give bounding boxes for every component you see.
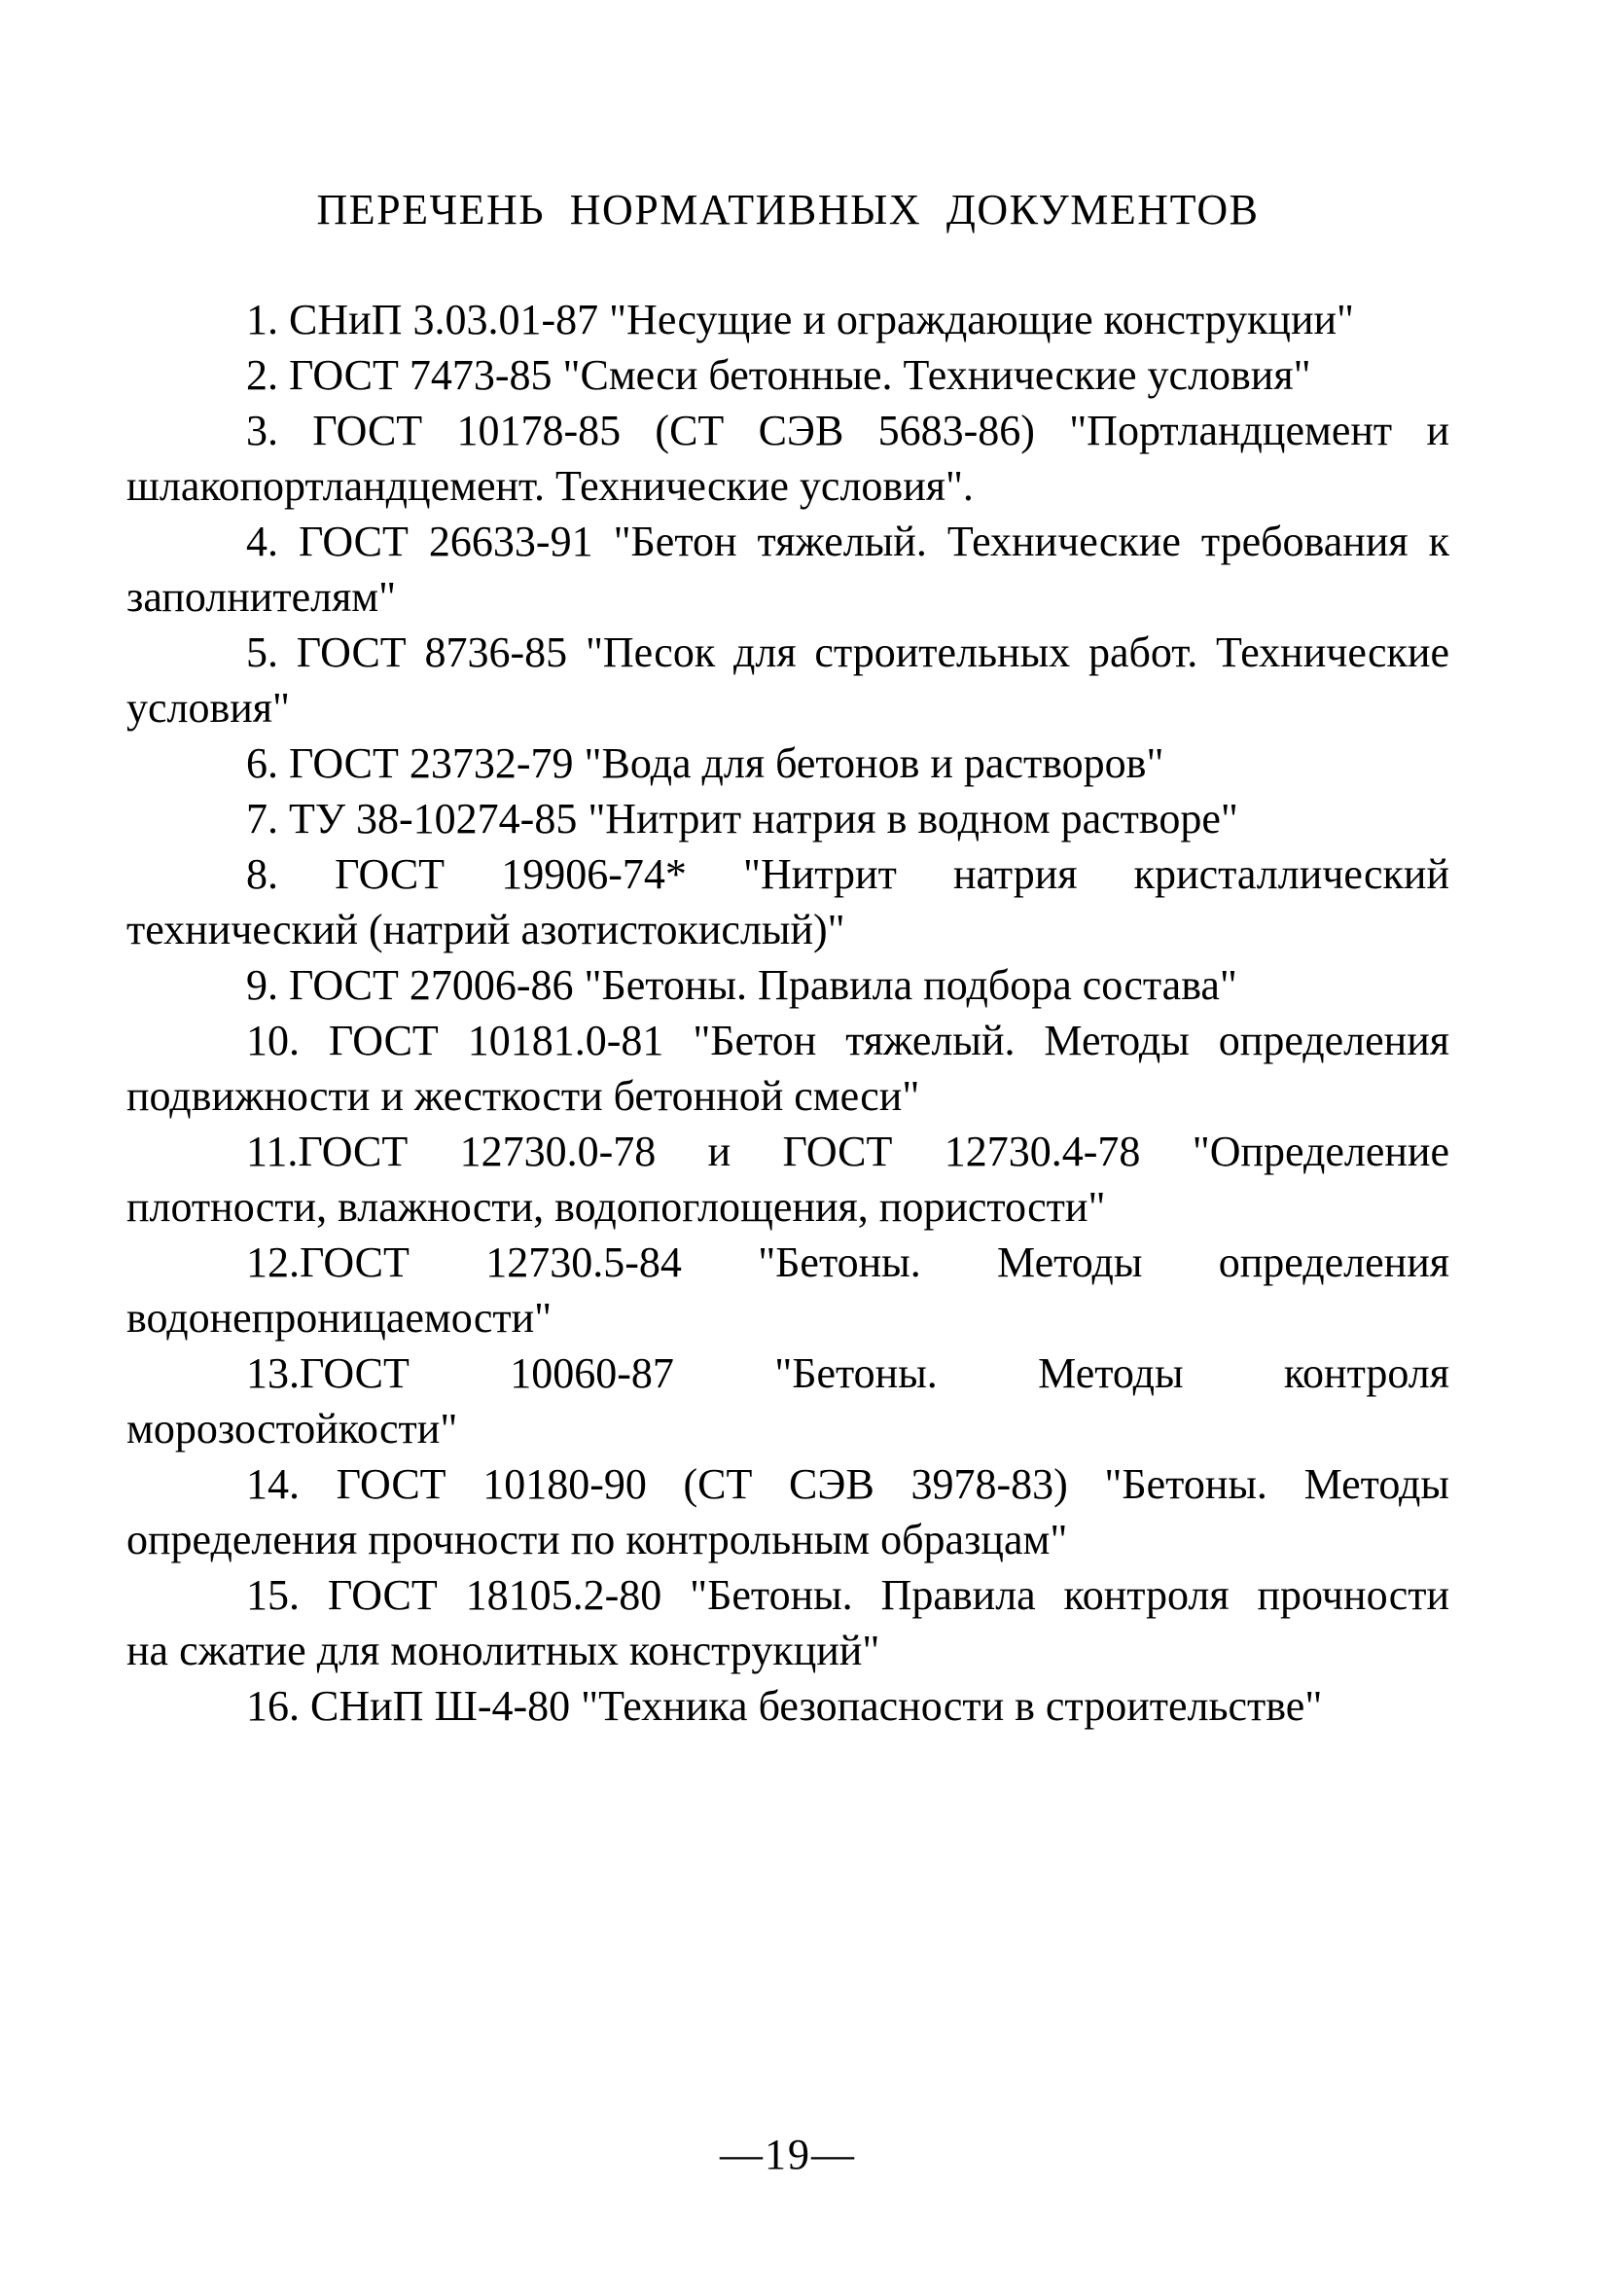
list-item-line: 6. ГОСТ 23732-79 "Вода для бетонов и растворов" bbox=[246, 739, 1164, 787]
page-number: —19— bbox=[720, 2131, 856, 2178]
list-item bbox=[126, 1567, 1449, 1678]
list-item-line: 4. ГОСТ 26633-91 "Бетон тяжелый. Технические требования к bbox=[246, 518, 1449, 565]
list-item-line: 8. ГОСТ 19906-74* "Нитрит натрия кристаллический bbox=[246, 850, 1449, 898]
list-item bbox=[126, 347, 1449, 403]
list-item-line: на сжатие для монолитных конструкций" bbox=[126, 1627, 880, 1674]
list-item-line: подвижности и жесткости бетонной смеси" bbox=[126, 1072, 920, 1120]
list-item-line: морозостойкости" bbox=[126, 1405, 458, 1453]
list-item-line: 10. ГОСТ 10181.0-81 "Бетон тяжелый. Методы определения bbox=[246, 1017, 1449, 1064]
list-item-line: 5. ГОСТ 8736-85 "Песок для строительных работ. Технические bbox=[246, 628, 1449, 676]
list-item bbox=[126, 1124, 1449, 1235]
list-item-line: шлакопортландцемент. Технические условия". bbox=[126, 462, 974, 510]
list-item bbox=[126, 735, 1449, 791]
list-item-line: водонепроницаемости" bbox=[126, 1294, 553, 1342]
list-item bbox=[126, 514, 1449, 625]
list-item-line: 3. ГОСТ 10178-85 (СТ СЭВ 5683-86) "Портландцемент и bbox=[246, 407, 1449, 454]
list-item-line: плотности, влажности, водопоглощения, пористости" bbox=[126, 1183, 1106, 1231]
list-item-line: 2. ГОСТ 7473-85 "Смеси бетонные. Технические условия" bbox=[246, 351, 1311, 399]
list-item-line: определения прочности по контрольным образцам" bbox=[126, 1516, 1068, 1563]
list-item-line: технический (натрий азотистокислый)" bbox=[126, 906, 845, 953]
list-item bbox=[126, 625, 1449, 735]
list-item-line: 11.ГОСТ 12730.0-78 и ГОСТ 12730.4-78 "Определение bbox=[246, 1128, 1449, 1175]
normative-documents-list bbox=[126, 292, 1449, 1734]
list-item bbox=[126, 846, 1449, 957]
list-item-line: 1. СНиП 3.03.01-87 "Несущие и ограждающие конструкции" bbox=[246, 296, 1355, 343]
list-item-line: 7. ТУ 38-10274-85 "Нитрит натрия в водном растворе" bbox=[246, 795, 1238, 843]
list-item-line: 14. ГОСТ 10180-90 (СТ СЭВ 3978-83) "Бетоны. Методы bbox=[246, 1460, 1449, 1508]
list-item-line: заполнителям" bbox=[126, 573, 397, 621]
list-item-line: 15. ГОСТ 18105.2-80 "Бетоны. Правила контроля прочности bbox=[246, 1571, 1449, 1619]
list-item bbox=[126, 292, 1449, 347]
text-column bbox=[126, 0, 1449, 1734]
list-item bbox=[126, 403, 1449, 514]
list-item bbox=[126, 1235, 1449, 1345]
list-item-line: 9. ГОСТ 27006-86 "Бетоны. Правила подбора состава" bbox=[246, 961, 1237, 1009]
page-title: ПЕРЕЧЕНЬ НОРМАТИВНЫХ ДОКУМЕНТОВ bbox=[316, 186, 1260, 233]
list-item-line: 13.ГОСТ 10060-87 "Бетоны. Методы контроля bbox=[246, 1349, 1449, 1397]
list-item bbox=[126, 1678, 1449, 1734]
list-item-line: 12.ГОСТ 12730.5-84 "Бетоны. Методы определения bbox=[246, 1238, 1449, 1286]
list-item-line: условия" bbox=[126, 684, 291, 732]
list-item bbox=[126, 1456, 1449, 1567]
list-item bbox=[126, 791, 1449, 846]
list-item bbox=[126, 957, 1449, 1013]
list-item bbox=[126, 1013, 1449, 1124]
list-item-line: 16. СНиП Ш-4-80 "Техника безопасности в строительстве" bbox=[246, 1682, 1323, 1730]
list-item bbox=[126, 1345, 1449, 1456]
